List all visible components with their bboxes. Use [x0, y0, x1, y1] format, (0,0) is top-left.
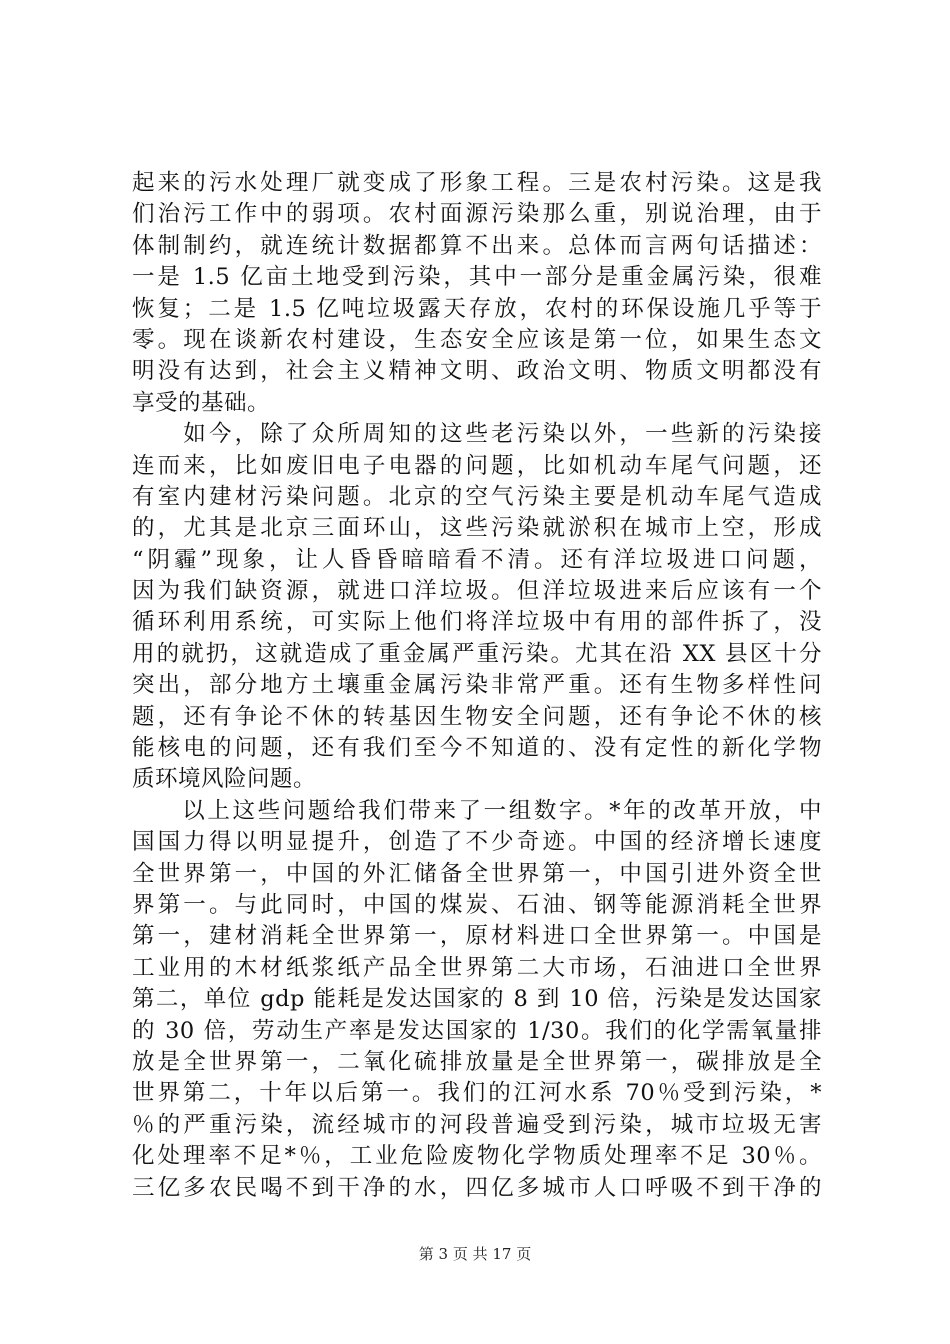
text-line: 放是全世界第一，二氧化硫排放量是全世界第一，碳排放是全 — [132, 1048, 822, 1075]
text-line: 的 30 倍，劳动生产率是发达国家的 1/30。我们的化学需氧量排 — [132, 1017, 822, 1044]
text-line: 如今，除了众所周知的这些老污染以外，一些新的污染接 — [132, 421, 822, 448]
text-line: “阴霾”现象，让人昏昏暗暗看不清。还有洋垃圾进口问题， — [132, 546, 822, 573]
text-line: 能核电的问题，还有我们至今不知道的、没有定性的新化学物 — [132, 735, 822, 762]
text-line: ％的严重污染，流经城市的河段普遍受到污染，城市垃圾无害 — [132, 1111, 822, 1138]
text-line: 恢复；二是 1.5 亿吨垃圾露天存放，农村的环保设施几乎等于 — [132, 295, 822, 322]
text-line: 连而来，比如废旧电子电器的问题，比如机动车尾气问题，还 — [132, 452, 822, 479]
text-line: 化处理率不足*％，工业危险废物化学物质处理率不足 30％。 — [132, 1143, 822, 1170]
text-line: 突出，部分地方土壤重金属污染非常严重。还有生物多样性问 — [132, 672, 822, 699]
text-line: 的，尤其是北京三面环山，这些污染就淤积在城市上空，形成 — [132, 515, 822, 542]
text-line: 们治污工作中的弱项。农村面源污染那么重，别说治理，由于 — [132, 201, 822, 228]
text-line: 零。现在谈新农村建设，生态安全应该是第一位，如果生态文 — [132, 326, 822, 353]
text-line: 全世界第一，中国的外汇储备全世界第一，中国引进外资全世 — [132, 860, 822, 887]
page-number-label: 第 3 页 共 17 页 — [418, 1245, 532, 1263]
text-line: 国国力得以明显提升，创造了不少奇迹。中国的经济增长速度 — [132, 829, 822, 856]
text-line: 因为我们缺资源，就进口洋垃圾。但洋垃圾进来后应该有一个 — [132, 578, 822, 605]
text-line: 第一，建材消耗全世界第一，原材料进口全世界第一。中国是 — [132, 923, 822, 950]
text-line: 界第一。与此同时，中国的煤炭、石油、钢等能源消耗全世界 — [132, 891, 822, 918]
text-line: 有室内建材污染问题。北京的空气污染主要是机动车尾气造成 — [132, 483, 822, 510]
text-line: 世界第二，十年以后第一。我们的江河水系 70％受到污染，* — [132, 1080, 822, 1107]
body-text — [132, 168, 822, 1204]
text-line: 明没有达到，社会主义精神文明、政治文明、物质文明都没有 — [132, 358, 822, 385]
text-line: 一是 1.5 亿亩土地受到污染，其中一部分是重金属污染，很难 — [132, 264, 822, 291]
text-line: 三亿多农民喝不到干净的水，四亿多城市人口呼吸不到干净的 — [132, 1174, 822, 1201]
text-line: 第二，单位 gdp 能耗是发达国家的 8 到 10 倍，污染是发达国家 — [132, 986, 822, 1013]
text-line: 享受的基础。 — [132, 389, 271, 416]
text-line: 用的就扔，这就造成了重金属严重污染。尤其在沿 XX 县区十分 — [132, 640, 822, 667]
text-line: 以上这些问题给我们带来了一组数字。*年的改革开放，中 — [132, 797, 822, 824]
text-line: 体制制约，就连统计数据都算不出来。总体而言两句话描述： — [132, 232, 822, 259]
text-line: 题，还有争论不休的转基因生物安全问题，还有争论不休的核 — [132, 703, 822, 730]
page-footer — [0, 1244, 950, 1264]
text-line: 起来的污水处理厂就变成了形象工程。三是农村污染。这是我 — [132, 170, 822, 196]
text-line: 循环利用系统，可实际上他们将洋垃圾中有用的部件拆了，没 — [132, 609, 822, 636]
text-line: 质环境风险问题。 — [132, 766, 317, 793]
text-line: 工业用的木材纸浆纸产品全世界第二大市场，石油进口全世界 — [132, 954, 822, 981]
